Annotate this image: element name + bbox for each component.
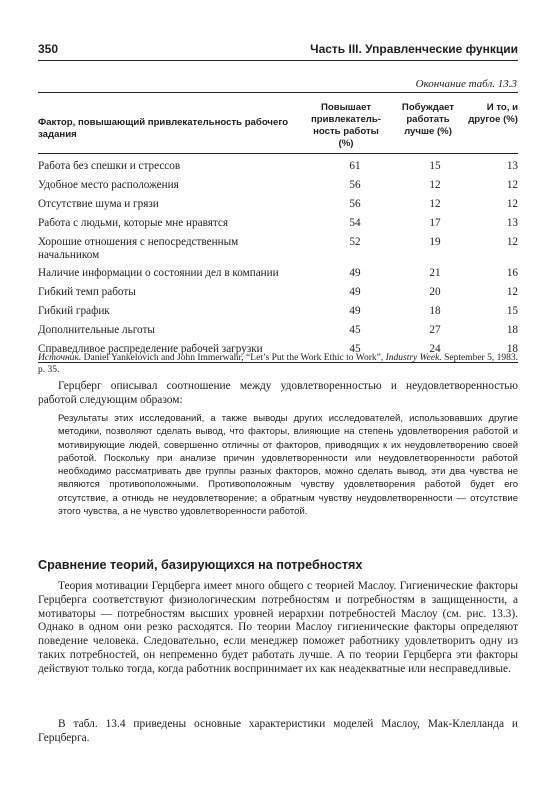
row-value-both: 15 bbox=[506, 305, 518, 317]
table-header-rule bbox=[38, 153, 518, 154]
source-text: Daniel Yankelovich and John Immerwahr, “Let’s Put the Work Ethic to Work”, bbox=[81, 353, 386, 363]
table-row bbox=[38, 198, 518, 217]
row-value-attractiveness: 45 bbox=[349, 343, 361, 355]
row-value-motivation: 15 bbox=[429, 160, 441, 172]
row-factor: Гибкий график bbox=[38, 305, 110, 317]
row-value-both: 12 bbox=[506, 179, 518, 191]
source-date: September 5, 1983. p. 35. bbox=[38, 353, 518, 375]
row-factor: Удобное место расположения bbox=[38, 179, 179, 191]
table-row bbox=[38, 179, 518, 198]
table-row bbox=[38, 160, 518, 179]
row-value-attractiveness: 49 bbox=[349, 267, 361, 279]
table-row bbox=[38, 217, 518, 236]
row-value-attractiveness: 54 bbox=[349, 217, 361, 229]
row-value-both: 13 bbox=[506, 160, 518, 172]
row-value-motivation: 27 bbox=[429, 324, 441, 336]
row-factor: Хорошие отношения с непосредственным начальником bbox=[38, 236, 239, 261]
row-value-attractiveness: 49 bbox=[349, 305, 361, 317]
section-heading: Сравнение теорий, базирующихся на потребностях bbox=[38, 558, 363, 572]
table-row bbox=[38, 305, 518, 324]
body-paragraph: Теория мотивации Герцберга имеет много общего с теорией Маслоу. Гигиенические факторы Герцберга соответствуют физиологическим потребностям и потребностям в защищенности, а мотиваторы — потребностям высших уровней иерархии потребностей Маслоу (см. рис. 13.3). Однако в одном они резко расходятся. По теории Маслоу гигиенические факторы определяют поведение человека. Следовательно, если менеджер поможет работнику удовлетворить одну из таких потребностей, он непременно будет работать лучше. А по теории Герцберга эти факторы действуют только тогда, когда работник воспринимает их как неадекватные или несправедливые. bbox=[38, 580, 518, 675]
row-factor: Работа без спешки и стрессов bbox=[38, 160, 181, 172]
row-value-motivation: 18 bbox=[429, 305, 441, 317]
row-factor: Дополнительные льготы bbox=[38, 324, 155, 336]
header-motivation: Побуждает работать лучше (%) bbox=[401, 102, 455, 137]
row-value-attractiveness: 61 bbox=[349, 160, 361, 172]
row-factor: Работа с людьми, которые мне нравятся bbox=[38, 217, 229, 229]
row-value-motivation: 20 bbox=[429, 286, 441, 298]
header-both: И то, и другое (%) bbox=[468, 102, 518, 125]
block-quote: Результаты этих исследований, а также выводы других исследователей, использовавших другие методики, позволяют сделать вывод, что факторы, влияющие на степень удовлетворения работой и мотивирующие людей, совершенно отличны от факторов, приводящих к их неудовлетворению своей работой. Поскольку при анализе причин удовлетворенности или неудовлетворенности работой необходимо рассматривать две группы разных факторов, можно сделать вывод, эти два чувства не являются противоположными. Противоположным чувству удовлетворения работой будет его отсутствие, а отнюдь не неудовлетворение; а обратным чувству неудовлетворенности — отсутствие этого чувства, а не чувство удовлетворенности работой. bbox=[58, 413, 518, 518]
page-header bbox=[38, 42, 518, 60]
running-title: Часть III. Управленческие функции bbox=[310, 42, 518, 56]
row-value-both: 13 bbox=[506, 217, 518, 229]
row-value-attractiveness: 52 bbox=[349, 236, 361, 248]
table-row bbox=[38, 286, 518, 305]
row-factor: Отсутствие шума и грязи bbox=[38, 198, 159, 210]
table-row bbox=[38, 324, 518, 343]
row-value-both: 12 bbox=[506, 286, 518, 298]
data-table bbox=[38, 92, 518, 363]
body-paragraph: В табл. 13.4 приведены основные характеристики моделей Маслоу, Мак-Клелланда и Герцберга. bbox=[38, 718, 518, 744]
table-row bbox=[38, 267, 518, 286]
row-value-attractiveness: 56 bbox=[349, 179, 361, 191]
row-factor: Гибкий темп работы bbox=[38, 286, 136, 298]
source-journal: Industry Week. bbox=[385, 353, 442, 363]
table-row bbox=[38, 236, 518, 267]
row-value-both: 12 bbox=[506, 236, 518, 248]
table-continuation-label: Окончание табл. 13.3 bbox=[415, 78, 517, 90]
row-value-motivation: 21 bbox=[429, 267, 441, 279]
row-value-motivation: 19 bbox=[429, 236, 441, 248]
row-value-attractiveness: 45 bbox=[349, 324, 361, 336]
row-value-both: 16 bbox=[506, 267, 518, 279]
intro-paragraph: Герцберг описывал соотношение между удовлетворенностью и неудовлетворенностью работой следующим образом: bbox=[38, 380, 518, 406]
row-value-motivation: 12 bbox=[429, 198, 441, 210]
table-source-note bbox=[38, 352, 518, 376]
row-value-motivation: 24 bbox=[429, 343, 441, 355]
row-value-both: 18 bbox=[506, 343, 518, 355]
row-value-attractiveness: 49 bbox=[349, 286, 361, 298]
row-value-both: 18 bbox=[506, 324, 518, 336]
row-value-motivation: 12 bbox=[429, 179, 441, 191]
header-rule bbox=[38, 60, 518, 61]
row-value-both: 12 bbox=[506, 198, 518, 210]
table-header bbox=[38, 93, 518, 153]
source-label: Источник. bbox=[38, 353, 82, 363]
header-attractiveness: Повышает привлекатель- ность работы (%) bbox=[311, 102, 381, 149]
row-factor: Справедливое распределение рабочей загрузки bbox=[38, 343, 263, 355]
header-factor: Фактор, повышающий привлекательность рабочего задания bbox=[38, 117, 289, 140]
page-number: 350 bbox=[38, 42, 59, 56]
row-factor: Наличие информации о состоянии дел в компании bbox=[38, 267, 279, 279]
row-value-attractiveness: 56 bbox=[349, 198, 361, 210]
row-value-motivation: 17 bbox=[429, 217, 441, 229]
